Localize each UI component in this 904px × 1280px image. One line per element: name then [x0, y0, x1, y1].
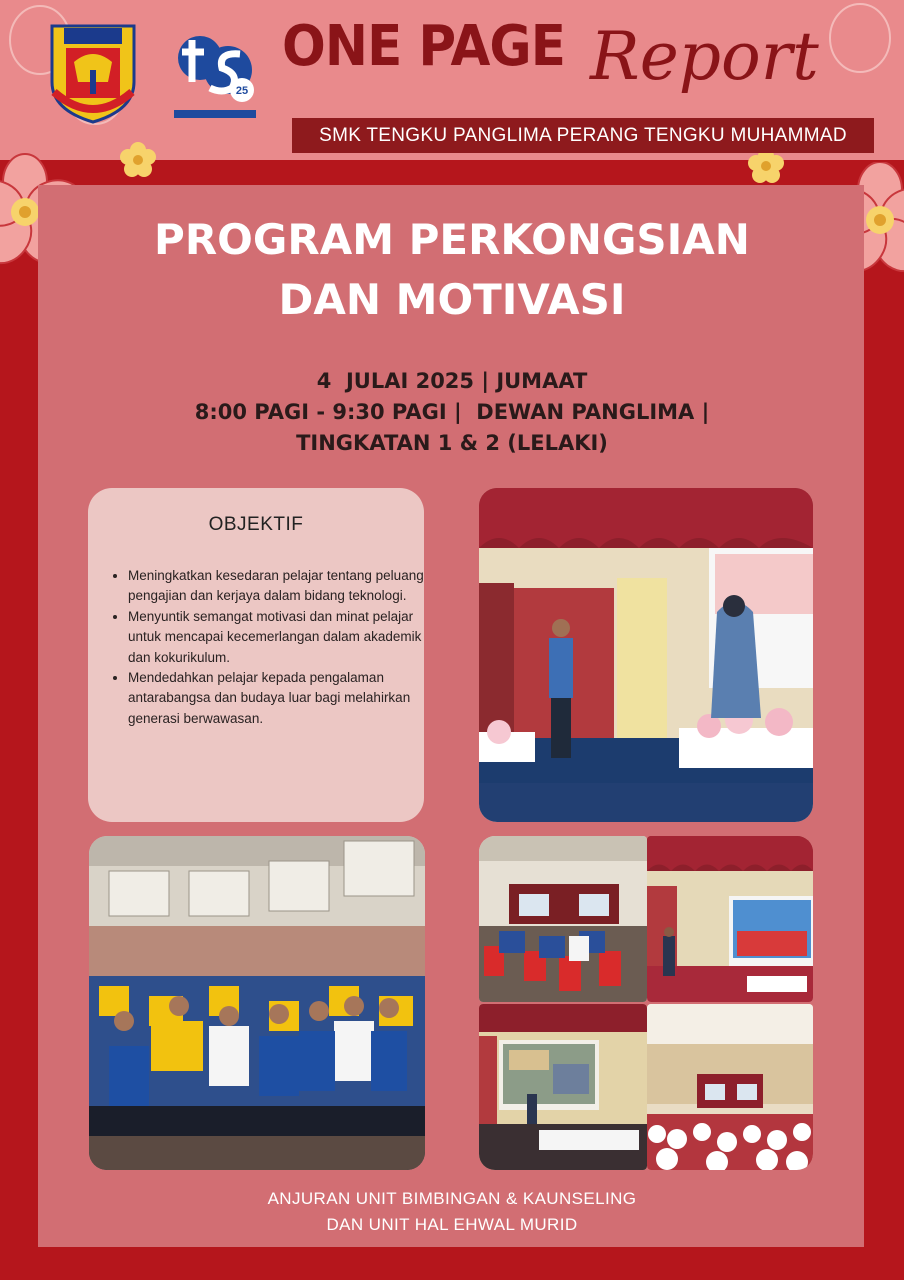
students-group-photo: [89, 836, 425, 1170]
program-title-line2: DAN MOTIVASI: [278, 275, 626, 324]
footer-line1: ANJURAN UNIT BIMBINGAN & KAUNSELING: [267, 1189, 637, 1208]
hall-audience-photo: [647, 1004, 813, 1170]
program-title-line1: PROGRAM PERKONGSIAN: [154, 215, 750, 264]
objective-item: • Menyuntik semangat motivasi dan minat pelajar untuk mencapai kecemerlangan dalam akademik dan kokurikulum.: [128, 607, 424, 668]
objective-item: • Mendedahkan pelajar kepada pengalaman antarabangsa dan budaya luar bagi melahirkan generasi berwawasan.: [128, 668, 424, 729]
time-venue-line: 8:00 PAGI - 9:30 PAGI | DEWAN PANGLIMA |: [194, 400, 710, 424]
school-crest-icon: [44, 22, 144, 126]
organizer-footer: [90, 1186, 814, 1238]
presentation-photo: [479, 1004, 647, 1170]
flower-icon: [118, 140, 158, 180]
audience-line: TINGKATAN 1 & 2 (LELAKI): [296, 431, 608, 455]
date-line: 4 JULAI 2025 | JUMAAT: [316, 369, 588, 393]
footer-line2: DAN UNIT HAL EHWAL MURID: [326, 1215, 578, 1234]
objective-item: • Meningkatkan kesedaran pelajar tentang peluang pengajian dan kerjaya dalam bidang teknologi.: [128, 566, 424, 607]
objective-heading: OBJEKTIF: [208, 514, 304, 535]
speaker-screen-photo: [647, 836, 813, 1002]
audience-photo: [479, 836, 647, 1002]
school-name: SMK TENGKU PANGLIMA PERANG TENGKU MUHAMMAD: [292, 118, 874, 153]
objective-box: [88, 488, 424, 822]
objective-list: [114, 566, 424, 729]
stage-speakers-photo: [479, 488, 813, 822]
ts25-logo-icon: [170, 24, 260, 124]
report-title: ONE PAGE: [282, 14, 566, 79]
program-title: [90, 210, 814, 330]
report-script-title: Report: [590, 18, 819, 95]
svg-text:25: 25: [235, 85, 249, 97]
program-details: [90, 366, 814, 459]
